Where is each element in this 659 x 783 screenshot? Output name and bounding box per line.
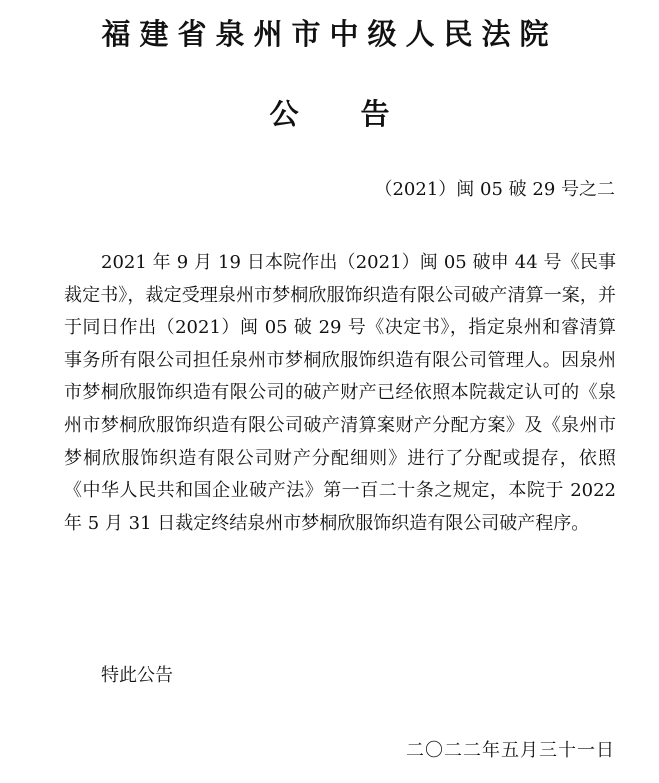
closing-statement: 特此公告 bbox=[101, 665, 173, 686]
case-number: （2021）闽 05 破 29 号之二 bbox=[374, 179, 615, 200]
notice-heading bbox=[0, 94, 659, 134]
court-name-heading: 福建省泉州市中级人民法院 bbox=[101, 17, 558, 51]
issue-date: 二〇二二年五月三十一日 bbox=[406, 740, 615, 761]
notice-heading-char-1: 公 bbox=[269, 97, 299, 131]
notice-body-paragraph: 2021 年 9 月 19 日本院作出（2021）闽 05 破申 44 号《民事裁定书》，裁定受理泉州市梦桐欣服饰织造有限公司破产清算一案，并于同日作出（2021）闽 05 破 29 号《决定书》，指定泉州和睿清算事务所有限公司担任泉州市梦桐欣服饰织造有限公司管理人。因泉州市梦桐欣服饰织造有限公司的破产财产已经依照本院裁定认可的《泉州市梦桐欣服饰织造有限公司破产清算案财产分配方案》及《泉州市梦桐欣服饰织造有限公司财产分配细则》进行了分配或提存，依照《中华人民共和国企业破产法》第一百二十条之规定，本院于 2022 年 5 月 31 日裁定终结泉州市梦桐欣服饰织造有限公司破产程序。 bbox=[64, 252, 616, 534]
notice-heading-char-2: 告 bbox=[360, 97, 390, 131]
